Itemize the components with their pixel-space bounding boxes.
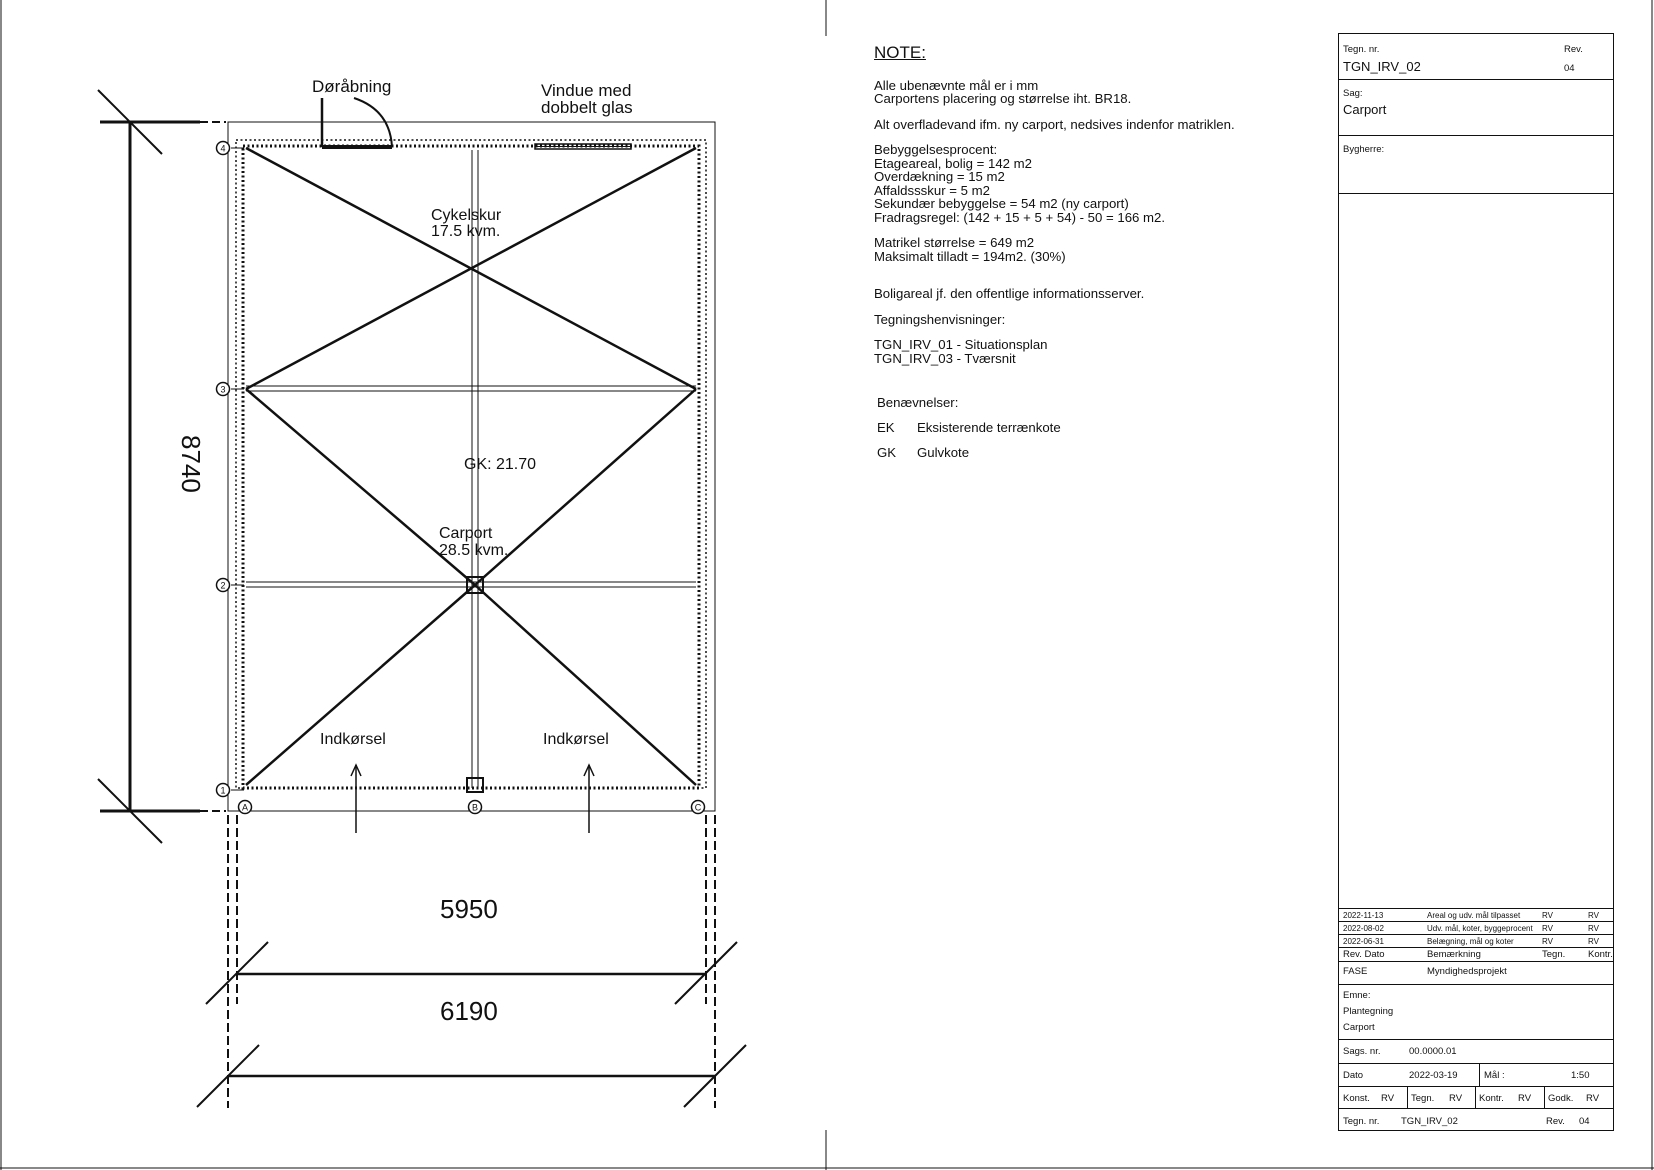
grid-row-1: 1 [220,785,226,796]
outer-width-dimension [197,815,746,1108]
footer-revision: 04 [1579,1116,1590,1127]
konst-value: RV [1381,1093,1395,1104]
phase-value: Myndighedsprojekt [1427,966,1507,977]
height-dimension-text: 8740 [176,435,206,493]
revision-date: 2022-11-13 [1343,911,1384,920]
revision-remark: Udv. mål, koter, byggeprocent [1427,924,1533,933]
phase-label: FASE [1343,966,1368,977]
abbreviations-title: Benævnelser: [877,395,959,410]
note-line: Overdækning = 15 m2 [874,169,1005,184]
drawing-number-label: Tegn. nr. [1343,44,1380,55]
tegn-label: Tegn. [1411,1093,1435,1104]
carport-name-label: Carport [439,525,493,542]
note-line: TGN_IRV_01 - Situationsplan [874,337,1048,352]
tegn-value: RV [1449,1093,1463,1104]
revision-drawn: RV [1542,937,1553,946]
client-label: Bygherre: [1343,144,1385,155]
note-line: TGN_IRV_03 - Tværsnit [874,350,1016,366]
revision-checked: RV [1588,937,1599,946]
scale-label: Mål : [1484,1070,1505,1081]
abbreviation-code: GK [877,445,897,460]
case-number-label: Sags. nr. [1343,1046,1381,1057]
notes-title: NOTE: [874,43,926,62]
revision-value: 04 [1564,63,1575,74]
note-line: Matrikel størrelse = 649 m2 [874,235,1035,250]
grid-row-2: 2 [220,580,226,591]
revision-checked: RV [1588,924,1599,933]
entrance-right-label: Indkørsel [543,731,609,748]
scale-value: 1:50 [1571,1070,1590,1081]
subject-line: Plantegning [1343,1006,1394,1017]
revision-remark: Belægning, mål og koter [1427,937,1514,946]
carport-area-label: 28.5 kvm. [439,542,509,559]
abbreviation-text: Eksisterende terrænkote [917,420,1061,435]
note-line: Alle ubenævnte mål er i mm [874,77,1039,93]
notes-panel [874,43,1294,366]
abbreviation-code: EK [877,420,895,435]
abbreviation-text: Gulvkote [917,445,970,460]
door-label: Døråbning [312,77,392,96]
subject-label: Emne: [1343,990,1371,1001]
kontr-value: RV [1518,1093,1532,1104]
date-value: 2022-03-19 [1409,1070,1458,1081]
note-line: Carportens placering og størrelse iht. BR18. [874,91,1132,106]
grid-row-3: 3 [220,384,226,395]
floor-level-label: GK: 21.70 [464,456,537,473]
rev-header-checked: Kontr. [1588,949,1613,960]
note-line: Maksimalt tilladt = 194m2. (30%) [874,248,1066,264]
case-value: Carport [1343,102,1387,117]
drawing-number: TGN_IRV_02 [1343,59,1421,74]
revision-date: 2022-06-31 [1343,937,1384,946]
revision-drawn: RV [1542,911,1553,920]
subject-line: Carport [1343,1022,1375,1033]
kontr-label: Kontr. [1479,1093,1504,1104]
note-line: Alt overfladevand ifm. ny carport, nedsives indenfor matriklen. [874,116,1235,132]
window-label-line1: Vindue med [541,81,632,100]
shed-area-label: 17.5 kvm. [431,223,501,240]
grid-col-a: A [241,802,249,813]
abbreviation-row [877,420,1061,435]
abbreviation-row [877,445,969,460]
note-line: Boligareal jf. den offentlige informationsserver. [874,286,1145,301]
grid-col-b: B [471,802,479,813]
rev-header-date: Rev. Dato [1343,949,1385,960]
rev-header-drawn: Tegn. [1542,949,1566,960]
godk-label: Godk. [1548,1093,1574,1104]
title-block [1338,33,1614,1131]
grid-row-4: 4 [220,143,226,154]
footer-drawing-number-label: Tegn. nr. [1343,1116,1380,1127]
revision-drawn: RV [1542,924,1553,933]
entrance-left-label: Indkørsel [320,731,386,748]
revision-date: 2022-08-02 [1343,924,1384,933]
case-number: 00.0000.01 [1409,1046,1457,1057]
note-line: Bebyggelsesprocent: [874,142,998,157]
note-line: Fradragsregel: (142 + 15 + 5 + 54) - 50 = 166 m2. [874,209,1166,225]
revision-label: Rev. [1564,44,1583,55]
date-label: Dato [1343,1070,1364,1081]
grid-col-c: C [694,802,702,813]
konst-label: Konst. [1343,1093,1370,1104]
window-symbol [535,144,631,149]
footer-drawing-number: TGN_IRV_02 [1401,1116,1458,1127]
note-line: Etageareal, bolig = 142 m2 [874,155,1032,171]
rev-header-remark: Bemærkning [1427,949,1481,960]
grid-row-markers [217,142,245,797]
note-line: Tegningshenvisninger: [874,311,1006,327]
note-line: Sekundær bebyggelse = 54 m2 (ny carport) [874,196,1129,211]
case-label: Sag: [1343,88,1363,99]
note-line: Affaldssskur = 5 m2 [874,182,990,198]
outer-width-dimension-text: 6190 [440,996,498,1026]
shed-name-label: Cykelskur [431,207,502,224]
revision-checked: RV [1588,911,1599,920]
inner-width-dimension-text: 5950 [440,894,498,924]
footer-revision-label: Rev. [1546,1116,1565,1127]
godk-value: RV [1586,1093,1600,1104]
revision-remark: Areal og udv. mål tilpasset [1427,911,1521,920]
window-label-line2: dobbelt glas [541,98,633,117]
